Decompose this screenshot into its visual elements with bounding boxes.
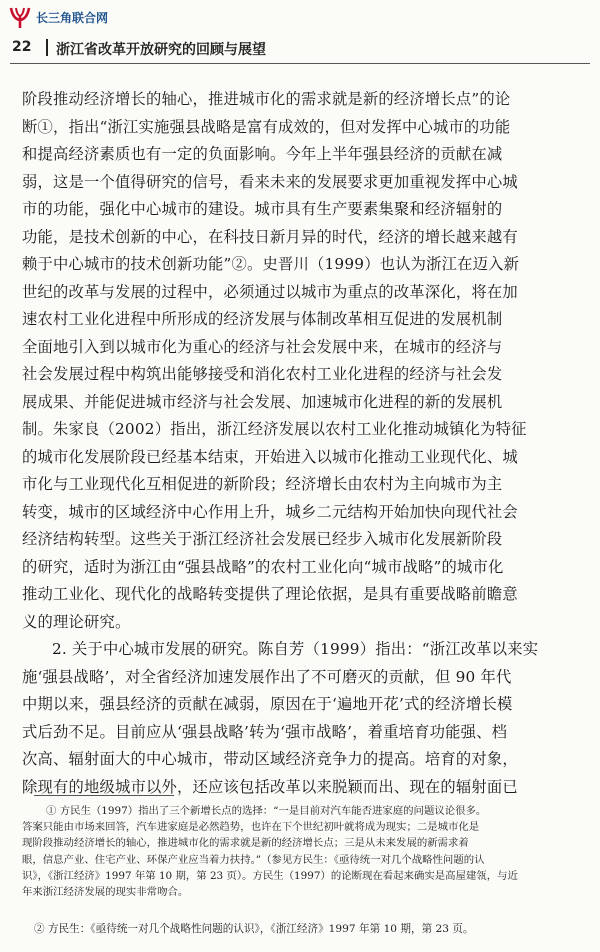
site-name: 长三角联合网 xyxy=(36,11,109,25)
header-separator xyxy=(46,39,48,56)
body-line: 社会发展过程中构筑出能够接受和消化农村工业化进程的经济与社会发 xyxy=(22,365,503,383)
body-line: 义的理论研究。 xyxy=(22,612,131,631)
body-text xyxy=(22,86,580,801)
footnote-line: ① 方民生（1997）指出了三个新增长点的选择：“一是目前对汽车能否进家庭的问题议论很多。 xyxy=(46,805,487,817)
footnote-line: 年来浙江经济发展的现实非常吻合。 xyxy=(22,885,189,898)
body-line: 赖于中心城市的技术创新功能”②。史晋川（1999）也认为浙江在迈入新 xyxy=(22,255,520,273)
footnote-1 xyxy=(22,803,584,900)
body-line: 全面地引入到以城市化为重心的经济与社会发展中来，在城市的经济与 xyxy=(22,337,503,356)
body-line: 阶段推动经济增长的轴心，推进城市化的需求就是新的经济增长点”的论 xyxy=(22,90,511,108)
header-rule xyxy=(10,63,590,64)
running-head xyxy=(12,37,588,63)
body-line: 的研究，适时为浙江由“强县战略”的农村工业化向“城市战略”的城市化 xyxy=(22,557,504,576)
body-line: 除现有的地级城市以外，还应该包括改革以来脱颖而出、现在的辐射面已 xyxy=(22,777,518,796)
page-number: 22 xyxy=(12,39,32,55)
footnote-2: ② 方民生：《亟待统一对几个战略性问题的认识》，《浙江经济》1997 年第 10 期，第 23 页。 xyxy=(34,923,474,935)
body-line: 展成果、并能促进城市经济与社会发展、加速城市化进程的新的发展机 xyxy=(22,392,503,411)
body-line: 弱，这是一个值得研究的信号，看来未来的发展要求更加重视发挥中心城 xyxy=(22,172,518,191)
body-line: 式后劲不足。目前应从‘强县战略’转为‘强市战略’，着重培育功能强、档 xyxy=(22,722,508,741)
footnote-rule xyxy=(34,795,174,796)
body-line: 推动工业化、现代化的战略转变提供了理论依据，是具有重要战略前瞻意 xyxy=(22,585,518,603)
body-line: 市的功能，强化中心城市的建设。城市具有生产要素集聚和经济辐射的 xyxy=(22,200,503,218)
body-line: 断①，指出“浙江实施强县战略是富有成效的，但对发挥中心城市的功能 xyxy=(22,117,511,136)
body-line: 速农村工业化进程中所形成的经济发展与体制改革相互促进的发展机制 xyxy=(22,310,503,328)
body-line: 次高、辐射面大的中心城市，带动区域经济竞争力的提高。培育的对象， xyxy=(22,750,518,768)
body-line: 转变，城市的区域经济中心作用上升，城乡二元结构开始加快向现代社会 xyxy=(22,502,518,521)
body-line: 功能，是技术创新的中心，在科技日新月异的时代，经济的增长越来越有 xyxy=(22,227,518,246)
site-logo-icon xyxy=(8,5,32,29)
body-line: 和提高经济素质也有一定的负面影响。今年上半年强县经济的贡献在减 xyxy=(22,145,503,163)
book-title: 浙江省改革开放研究的回顾与展望 xyxy=(56,42,266,58)
body-line: 世纪的改革与发展的过程中，必须通过以城市为重点的改革深化，将在加 xyxy=(22,282,518,301)
footnote-line: 眼，信息产业、住宅产业、环保产业应当着力扶持。”（参见方民生：《亟待统一对几个战略性问题的认 xyxy=(22,853,485,866)
body-line: 的城市化发展阶段已经基本结束，开始进入以城市化推动工业现代化、城 xyxy=(22,447,518,466)
footnote-line: 答案只能由市场来回答，汽车进家庭是必然趋势，也许在下个世纪初叶就将成为现实；二是城市化是 xyxy=(22,821,480,834)
footnote-line: 识》，《浙江经济》1997 年第 10 期，第 23 页）。方民生（1997）的论断现在看起来确实是高屋建瓴，与近 xyxy=(22,869,518,882)
body-line: 经济结构转型。这些关于浙江经济社会发展已经步入城市化发展新阶段 xyxy=(22,530,503,548)
body-line: 市化与工业现代化互相促进的新阶段；经济增长由农村为主向城市为主 xyxy=(22,475,503,493)
footnote-line: 现阶段推动经济增长的轴心，推进城市化的需求就是新的经济增长点；三是从未来发展的新需求着 xyxy=(22,837,469,850)
body-line: 中期以来，强县经济的贡献在减弱，原因在于‘遍地开花’式的经济增长模 xyxy=(22,695,513,713)
body-line: 制。朱家良（2002）指出，浙江经济发展以农村工业化推动城镇化为特征 xyxy=(22,420,527,438)
body-line: 2. 关于中心城市发展的研究。陈自芳（1999）指出：“浙江改革以来实 xyxy=(52,640,539,658)
body-line: 施‘强县战略’，对全省经济加速发展作出了不可磨灭的贡献，但 90 年代 xyxy=(22,667,512,686)
site-watermark-bar xyxy=(0,0,600,34)
